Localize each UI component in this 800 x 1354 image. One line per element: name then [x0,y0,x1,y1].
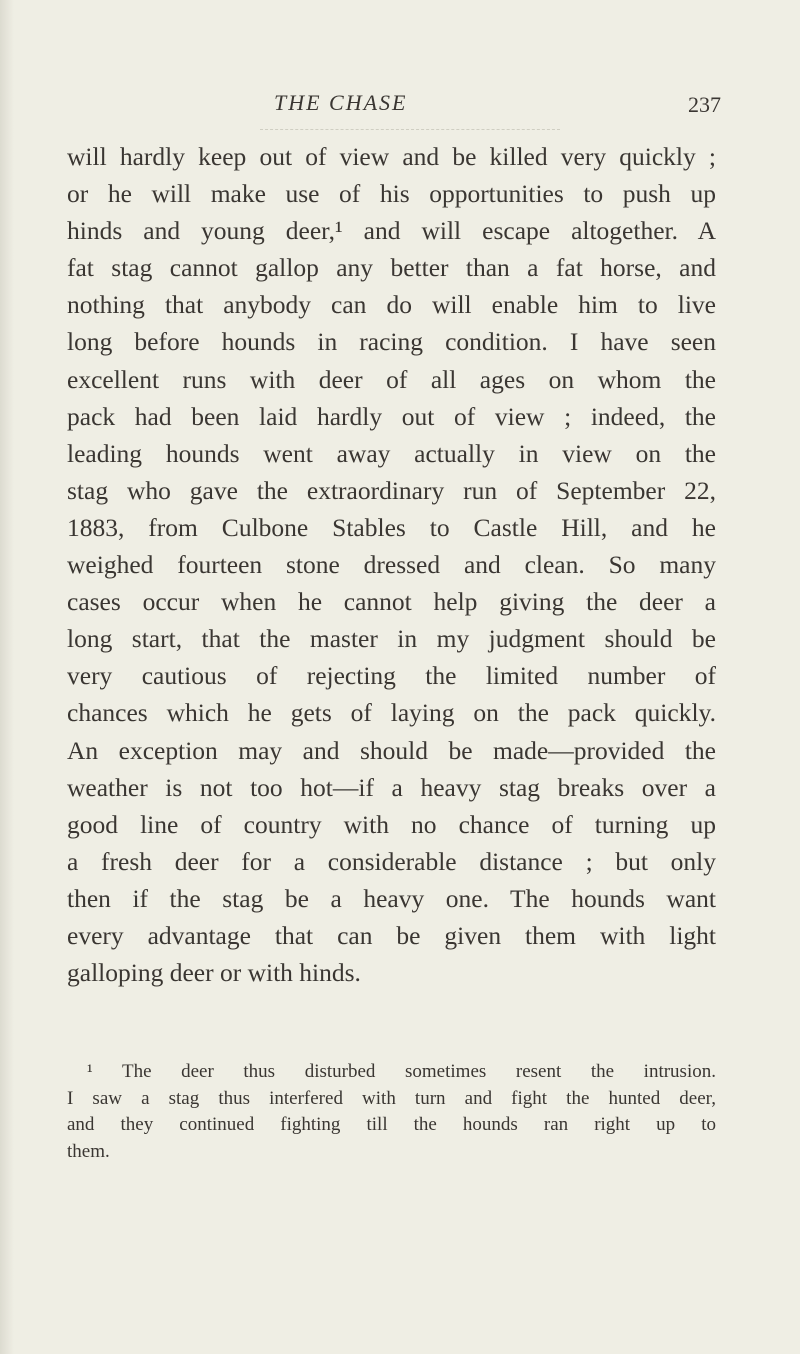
body-line: nothing that anybody can do will enable him to live [67,290,716,320]
body-line: weighed fourteen stone dressed and clean. So many [67,550,716,580]
body-line: will hardly keep out of view and be killed very quickly ; [67,142,716,171]
body-line: very cautious of rejecting the limited number of [67,661,716,691]
body-line: chances which he gets of laying on the pack quickly. [67,698,716,728]
body-line: pack had been laid hardly out of view ; indeed, the [67,401,716,431]
footnote [67,1059,716,1165]
body-line: leading hounds went away actually in view on the [67,438,716,468]
body-line: a fresh deer for a considerable distance ; but only [67,846,716,876]
footnote-line: I saw a stag thus interfered with turn and fight the hunted deer, [67,1087,716,1109]
body-line: then if the stag be a heavy one. The hounds want [67,883,716,913]
body-paragraph [67,138,716,991]
footnote-line: and they continued fighting till the hounds ran right up to [67,1114,716,1135]
body-line: galloping deer or with hinds. [67,958,361,988]
body-line: good line of country with no chance of turning up [67,809,716,839]
body-line: An exception may and should be made—provided the [67,735,716,765]
header-rule [260,129,560,130]
body-line: cases occur when he cannot help giving the deer a [67,587,716,617]
page-number: 237 [688,92,721,117]
body-line: excellent runs with deer of all ages on whom the [67,364,716,394]
body-line: long start, that the master in my judgment should be [67,624,716,654]
body-line: or he will make use of his opportunities to push up [67,179,716,209]
footnote-line: ¹ The deer thus disturbed sometimes resent the intrusion. [87,1061,716,1082]
body-line: long before hounds in racing condition. I have seen [67,327,716,357]
running-title: THE CHASE [274,90,408,115]
running-head [0,84,800,124]
body-line: 1883, from Culbone Stables to Castle Hill, and he [67,512,716,542]
body-line: weather is not too hot—if a heavy stag breaks over a [67,772,716,802]
body-line: hinds and young deer,¹ and will escape altogether. A [67,216,716,246]
body-line: fat stag cannot gallop any better than a fat horse, and [67,253,716,283]
footnote-line: them. [67,1140,110,1162]
page-edge [0,0,14,1354]
body-line: stag who gave the extraordinary run of September 22, [67,475,716,505]
body-line: every advantage that can be given them with light [67,920,716,950]
